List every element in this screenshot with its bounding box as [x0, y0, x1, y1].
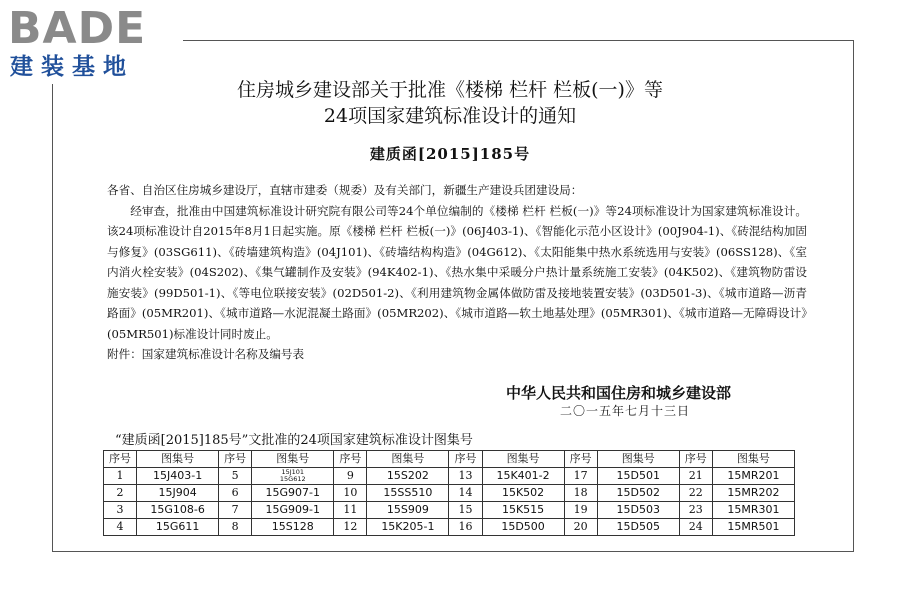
seq-cell: 23 — [679, 502, 712, 519]
code-cell: 15K401-2 — [482, 468, 564, 485]
code-cell: 15MR201 — [712, 468, 794, 485]
code-cell: 15G909-1 — [252, 502, 334, 519]
code-cell: 15SS510 — [367, 485, 449, 502]
issue-date: 二〇一五年七月十三日 — [560, 404, 691, 418]
seq-cell: 18 — [564, 485, 597, 502]
code-cell: 15D503 — [597, 502, 679, 519]
code-cell: 15D501 — [597, 468, 679, 485]
seq-cell: 2 — [104, 485, 137, 502]
seq-cell: 1 — [104, 468, 137, 485]
logo-sub-text: 建装基地 — [10, 54, 134, 80]
code-cell: 15J904 — [137, 485, 219, 502]
seq-cell: 8 — [219, 519, 252, 536]
seq-cell: 20 — [564, 519, 597, 536]
document-title-line-1: 住房城乡建设部关于批准《楼梯 栏杆 栏板(一)》等 — [237, 79, 663, 101]
seq-cell: 15 — [449, 502, 482, 519]
code-cell: 15K502 — [482, 485, 564, 502]
header-cell: 序号 — [449, 451, 482, 468]
table-header-row — [104, 451, 795, 468]
code-cell: 15MR301 — [712, 502, 794, 519]
seq-cell: 4 — [104, 519, 137, 536]
header-cell: 序号 — [219, 451, 252, 468]
header-cell: 图集号 — [597, 451, 679, 468]
seq-cell: 24 — [679, 519, 712, 536]
header-cell: 序号 — [679, 451, 712, 468]
code-cell-split-b: 15G612 — [279, 475, 306, 483]
code-cell: 15S128 — [252, 519, 334, 536]
code-cell: 15S202 — [367, 468, 449, 485]
header-cell: 图集号 — [712, 451, 794, 468]
code-cell-split — [252, 468, 334, 485]
seq-cell: 10 — [334, 485, 367, 502]
salutation: 各省、自治区住房城乡建设厅，直辖市建委（规委）及有关部门，新疆生产建设兵团建设局： — [107, 183, 583, 197]
header-cell: 图集号 — [252, 451, 334, 468]
logo-brand-text: BADE — [8, 3, 147, 54]
seq-cell: 11 — [334, 502, 367, 519]
header-cell: 序号 — [334, 451, 367, 468]
code-cell: 15G611 — [137, 519, 219, 536]
seq-cell: 3 — [104, 502, 137, 519]
table-row — [104, 502, 795, 519]
document-title-line-2: 24项国家建筑标准设计的通知 — [323, 105, 577, 127]
seq-cell: 22 — [679, 485, 712, 502]
seq-cell: 7 — [219, 502, 252, 519]
code-cell: 15D505 — [597, 519, 679, 536]
attachment-note: 附件：国家建筑标准设计名称及编号表 — [107, 347, 305, 361]
seq-cell: 19 — [564, 502, 597, 519]
issuing-authority: 中华人民共和国住房和城乡建设部 — [506, 384, 732, 402]
table-row — [104, 519, 795, 536]
seq-cell: 6 — [219, 485, 252, 502]
standards-table — [103, 450, 795, 536]
code-cell: 15D500 — [482, 519, 564, 536]
seq-cell: 12 — [334, 519, 367, 536]
seq-cell: 16 — [449, 519, 482, 536]
seq-cell: 14 — [449, 485, 482, 502]
code-cell-split-a: 15J101 — [281, 468, 305, 476]
seq-cell: 5 — [219, 468, 252, 485]
seq-cell: 17 — [564, 468, 597, 485]
code-cell: 15G907-1 — [252, 485, 334, 502]
code-cell: 15J403-1 — [137, 468, 219, 485]
table-row — [104, 468, 795, 485]
header-cell: 图集号 — [367, 451, 449, 468]
code-cell: 15MR202 — [712, 485, 794, 502]
seq-cell: 21 — [679, 468, 712, 485]
seq-cell: 13 — [449, 468, 482, 485]
code-cell: 15MR501 — [712, 519, 794, 536]
seq-cell: 9 — [334, 468, 367, 485]
table-row — [104, 485, 795, 502]
code-cell: 15K205-1 — [367, 519, 449, 536]
approval-paragraph: 经审查，批准由中国建筑标准设计研究院有限公司等24个单位编制的《楼梯 栏杆 栏板(一)》等24项标准设计为国家建筑标准设计。该24项标准设计自2015年8月1日起实施。原《楼梯 栏杆 栏板(一)》(06J403-1)、《智能化示范小区设计》(00J904-1)、《砖混结构加固与修复》(03SG611)、《砖墙建筑构造》(04J101)、《砖墙结构构造》(04G612)、《太阳能集中热水系统选用与安装》(06SS128)、《室内消火栓安装》(04S202)、《集气罐制作及安装》(94K402-1)、《热水集中采暖分户热计量系统施工安装》(04K502)、《建筑物防雷设施安装》(99D501-1)、《等电位联接安装》(02D501-2)、《利用建筑物金属体做防雷及接地装置安装》(03D501-3)、《城市道路—沥青路面》(05MR201)、《城市道路—水泥混凝土路面》(05MR202)、《城市道路—软土地基处理》(05MR301)、《城市道路—无障碍设计》(05MR501)标准设计同时废止。 — [107, 203, 807, 341]
header-cell: 图集号 — [482, 451, 564, 468]
code-cell: 15D502 — [597, 485, 679, 502]
header-cell: 图集号 — [137, 451, 219, 468]
header-cell: 序号 — [564, 451, 597, 468]
code-cell: 15K515 — [482, 502, 564, 519]
header-cell: 序号 — [104, 451, 137, 468]
table-caption: “建质函[2015]185号”文批准的24项国家建筑标准设计图集号 — [115, 433, 473, 448]
document-body — [107, 180, 807, 365]
code-cell: 15S909 — [367, 502, 449, 519]
document-number: 建质函[2015]185号 — [369, 145, 531, 163]
brand-logo — [8, 4, 183, 84]
code-cell: 15G108-6 — [137, 502, 219, 519]
